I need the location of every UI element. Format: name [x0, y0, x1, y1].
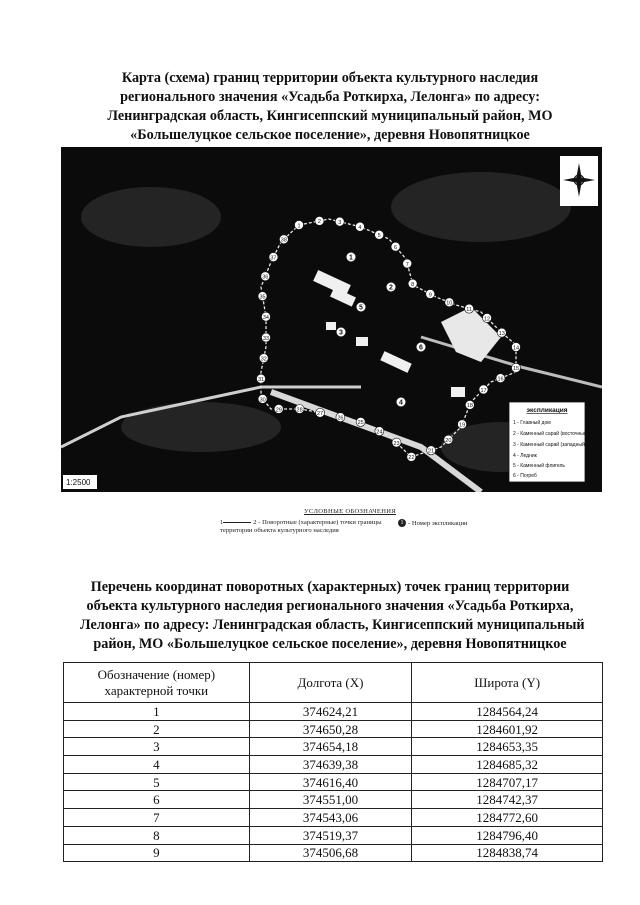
boundary-point-marker: [261, 312, 270, 321]
inset-legend-item: 3 - Каменный сарай (западный): [513, 442, 587, 448]
boundary-point-label: 1: [297, 223, 301, 230]
point-number-cell: 5: [64, 773, 250, 791]
boundary-point-marker: [257, 374, 266, 383]
boundary-point-label: 16: [497, 376, 504, 383]
longitude-cell: 374506,68: [249, 844, 412, 862]
boundary-point-marker: [465, 304, 474, 313]
longitude-cell: 374616,40: [249, 773, 412, 791]
boundary-point-marker: [408, 279, 417, 288]
boundary-point-label: 15: [512, 366, 520, 373]
boundary-point-label: 33: [262, 335, 270, 342]
boundary-point-marker: [458, 420, 467, 429]
boundary-point-label: 28: [296, 407, 303, 414]
boundary-point-label: 20: [445, 437, 452, 444]
boundary-point-label: 21: [428, 448, 435, 455]
latitude-cell: 1284653,35: [412, 738, 603, 756]
table-header-row: [64, 663, 603, 703]
boundary-point-label: 32: [260, 356, 267, 363]
latitude-cell: 1284838,74: [412, 844, 603, 862]
point-number-cell: 1: [64, 703, 250, 721]
satellite-map: [61, 147, 602, 492]
boundary-point-label: 31: [257, 377, 265, 384]
boundary-point-label: 14: [512, 345, 520, 352]
boundary-point-marker: [355, 222, 364, 231]
longitude-cell: 374543,06: [249, 809, 412, 827]
boundary-point-marker: [295, 221, 304, 230]
map-canvas: [61, 147, 602, 492]
object-marker-label: 6: [419, 344, 423, 352]
latitude-cell: 1284772,60: [412, 809, 603, 827]
object-marker-label: 1: [349, 254, 353, 262]
legend-number-item: [398, 519, 483, 528]
latitude-cell: 1284742,37: [412, 791, 603, 809]
boundary-point-marker: [258, 292, 267, 301]
object-marker: [396, 397, 406, 407]
scale-label: 1:2500: [66, 478, 91, 487]
legend-sample-mark: 1: [220, 519, 224, 526]
map-title-line: Ленинградская область, Кингисеппский муниципальный район, МО: [107, 108, 553, 124]
boundary-point-marker: [295, 405, 304, 414]
point-number-cell: 7: [64, 809, 250, 827]
boundary-point-marker: [483, 314, 492, 323]
object-marker: [416, 342, 426, 352]
boundary-point-label: 36: [262, 274, 269, 281]
map-title-line: регионального значения «Усадьба Роткирха, Лелонга» по адресу:: [120, 89, 540, 105]
header-point-number: Обозначение (номер) характерной точки: [64, 663, 250, 703]
object-marker: [356, 302, 366, 312]
boundary-point-marker: [403, 259, 412, 268]
boundary-point-marker: [258, 394, 267, 403]
table-row: [64, 738, 603, 756]
point-number-cell: 3: [64, 738, 250, 756]
boundary-point-label: 19: [459, 422, 466, 429]
boundary-point-label: 35: [259, 294, 266, 301]
boundary-point-label: 17: [480, 387, 487, 394]
number-circle-icon: 1: [398, 519, 406, 527]
table-row: [64, 791, 603, 809]
boundary-point-label: 27: [316, 411, 324, 418]
point-number-cell: 4: [64, 756, 250, 774]
map-title-line: Карта (схема) границ территории объекта культурного наследия: [121, 70, 539, 86]
inset-legend: [509, 402, 589, 482]
latitude-cell: 1284601,92: [412, 720, 603, 738]
legend-boundary-item: [220, 519, 385, 535]
table-row: [64, 809, 603, 827]
boundary-point-label: 23: [393, 440, 400, 447]
object-marker: [346, 252, 356, 262]
map-legend: [220, 508, 480, 544]
map-title-line: «Большелуцкое сельское поселение», деревня Новопятницкое: [130, 127, 530, 143]
legend-number-text: - Номер экспликации: [408, 519, 468, 527]
boundary-point-marker: [512, 363, 521, 372]
object-marker-label: 3: [339, 329, 343, 337]
boundary-point-marker: [392, 438, 401, 447]
table-title-line: объекта культурного наследия регионального значения «Усадьба Роткирха,: [86, 598, 574, 614]
inset-legend-item: 2 - Каменный сарай (восточный): [513, 431, 589, 437]
object-marker: [336, 327, 346, 337]
boundary-point-label: 38: [280, 237, 287, 244]
coordinates-table: [63, 662, 603, 862]
boundary-point-label: 4: [358, 225, 362, 232]
longitude-cell: 374551,00: [249, 791, 412, 809]
boundary-point-marker: [375, 230, 384, 239]
boundary-point-label: 11: [466, 306, 472, 313]
latitude-cell: 1284564,24: [412, 703, 603, 721]
boundary-point-label: 12: [483, 316, 491, 323]
boundary-point-label: 2: [317, 219, 321, 226]
table-title-line: Перечень координат поворотных (характерных) точек границ территории: [90, 579, 570, 595]
boundary-point-label: 22: [408, 455, 415, 462]
boundary-point-marker: [316, 408, 325, 417]
table-title: [80, 578, 585, 654]
boundary-point-label: 34: [262, 315, 270, 322]
boundary-line-icon: [223, 522, 251, 523]
boundary-point-marker: [497, 328, 506, 337]
map-title: [80, 69, 580, 145]
table-row: [64, 756, 603, 774]
table-row: [64, 844, 603, 862]
compass-rose-icon: [560, 156, 598, 206]
longitude-cell: 374519,37: [249, 826, 412, 844]
boundary-point-label: 18: [466, 403, 473, 410]
boundary-point-marker: [335, 217, 344, 226]
boundary-point-label: 5: [377, 233, 381, 240]
inset-legend-item: 6 - Погреб: [513, 473, 537, 479]
boundary-point-label: 7: [405, 261, 409, 268]
object-marker-label: 4: [399, 399, 403, 407]
table-row: [64, 720, 603, 738]
boundary-point-label: 30: [259, 397, 266, 404]
boundary-point-marker: [375, 427, 384, 436]
header-latitude: Широта (Y): [412, 663, 603, 703]
boundary-point-marker: [427, 446, 436, 455]
latitude-cell: 1284707,17: [412, 773, 603, 791]
inset-legend-title: экспликация: [526, 407, 568, 414]
boundary-point-label: 8: [411, 281, 415, 288]
point-number-cell: 6: [64, 791, 250, 809]
boundary-point-label: 37: [270, 255, 277, 262]
boundary-point-label: 26: [337, 415, 344, 422]
boundary-point-marker: [315, 216, 324, 225]
table-title-line: Лелонга» по адресу: Ленинградская область, Кингисеппский муниципальный: [80, 617, 585, 633]
boundary-point-marker: [496, 374, 505, 383]
boundary-point-marker: [279, 235, 288, 244]
boundary-point-marker: [269, 253, 278, 262]
object-marker-label: 5: [359, 304, 363, 312]
boundary-point-marker: [336, 413, 345, 422]
boundary-point-marker: [262, 333, 271, 342]
boundary-point-marker: [426, 289, 435, 298]
boundary-point-label: 24: [376, 429, 383, 436]
legend-sample-mark: 2: [253, 519, 257, 526]
boundary-point-marker: [479, 385, 488, 394]
object-marker-label: 2: [389, 284, 393, 292]
boundary-point-marker: [356, 417, 365, 426]
table-row: [64, 773, 603, 791]
latitude-cell: 1284796,40: [412, 826, 603, 844]
longitude-cell: 374650,28: [249, 720, 412, 738]
boundary-point-label: 25: [357, 420, 364, 427]
boundary-point-label: 13: [498, 330, 505, 337]
boundary-point-label: 10: [446, 300, 453, 307]
latitude-cell: 1284685,32: [412, 756, 603, 774]
longitude-cell: 374639,38: [249, 756, 412, 774]
boundary-point-label: 29: [275, 407, 282, 414]
object-marker: [386, 282, 396, 292]
inset-legend-item: 5 - Каменный флигель: [513, 463, 565, 469]
point-number-cell: 8: [64, 826, 250, 844]
table-title-line: район, МО «Большелуцкое сельское поселение», деревня Новопятницкое: [93, 636, 567, 652]
point-number-cell: 2: [64, 720, 250, 738]
longitude-cell: 374654,18: [249, 738, 412, 756]
legend-boundary-text: - Поворотные (характерные) точки границы территории объекта культурного наследия: [220, 519, 382, 534]
table-row: [64, 826, 603, 844]
point-number-cell: 9: [64, 844, 250, 862]
boundary-point-marker: [445, 298, 454, 307]
boundary-point-marker: [259, 354, 268, 363]
boundary-point-marker: [391, 242, 400, 251]
longitude-cell: 374624,21: [249, 703, 412, 721]
boundary-point-marker: [512, 343, 521, 352]
boundary-point-label: 3: [338, 219, 342, 226]
legend-title: УСЛОВНЫЕ ОБОЗНАЧЕНИЯ: [303, 508, 397, 515]
boundary-point-marker: [261, 272, 270, 281]
inset-legend-item: 4 - Ледник: [513, 453, 537, 459]
boundary-point-marker: [444, 435, 453, 444]
boundary-point-marker: [407, 452, 416, 461]
boundary-point-label: 6: [394, 245, 398, 252]
boundary-point-label: 9: [428, 292, 432, 299]
boundary-point-marker: [465, 400, 474, 409]
table-row: [64, 703, 603, 721]
inset-legend-item: 1 - Главный дом: [513, 420, 551, 426]
boundary-point-marker: [274, 405, 283, 414]
header-longitude: Долгота (X): [249, 663, 412, 703]
